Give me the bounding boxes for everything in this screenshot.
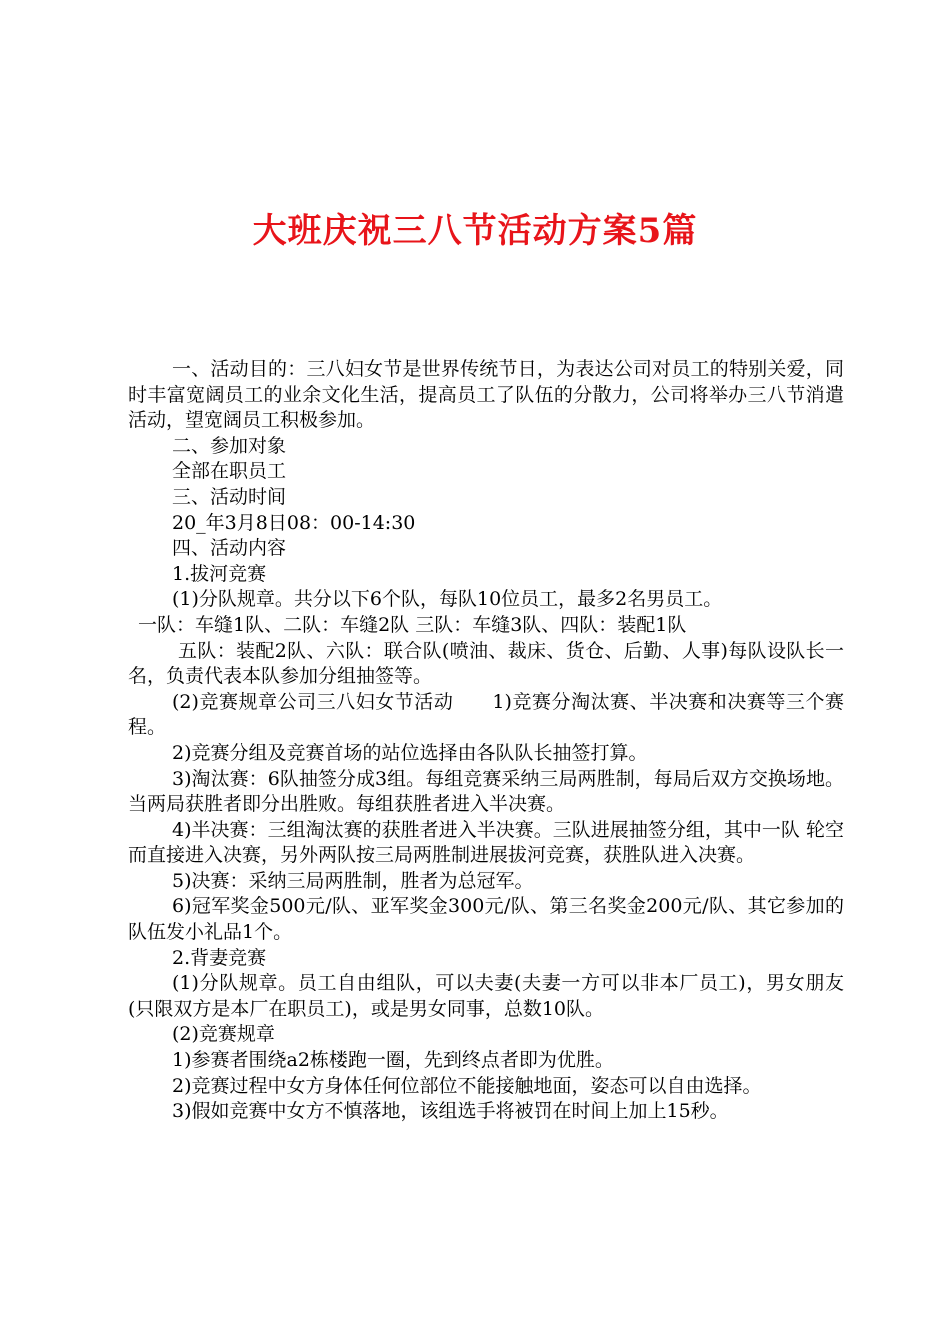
document-body	[128, 357, 844, 1125]
heading-tug-of-war: 1.拔河竞赛	[172, 562, 267, 585]
paragraph-knockout: 3)淘汰赛：6队抽签分成3组。每组竞赛采纳三局两胜制，每局后双方交换场地。当两局获胜者即分出胜败。每组获胜者进入半决赛。	[128, 767, 844, 816]
heading-wife-carrying: 2.背妻竞赛	[172, 946, 267, 969]
paragraph-teams-2: 五队：装配2队、六队：联合队(喷油、裁床、货仓、后勤、人事)每队设队长一名，负责代表本队参加分组抽签等。	[128, 639, 844, 688]
heading-wife-competition-rules: (2)竞赛规章	[172, 1023, 275, 1046]
paragraph-time: 20_年3月8日08：00-14:30	[172, 511, 416, 534]
paragraph-wife-team-rules: (1)分队规章。员工自由组队，可以夫妻(夫妻一方可以非本厂员工)，男女朋友(只限双方是本厂在职员工)，或是男女同事，总数10队。	[128, 972, 844, 1020]
paragraph-final: 5)决赛：采纳三局两胜制，胜者为总冠军。	[172, 869, 534, 892]
paragraph-team-rules: (1)分队规章。共分以下6个队，每队10位员工，最多2名男员工。	[172, 588, 723, 611]
heading-participants: 二、参加对象	[172, 434, 287, 457]
heading-time: 三、活动时间	[172, 485, 287, 508]
heading-content: 四、活动内容	[172, 537, 287, 560]
paragraph-grouping: 2)竞赛分组及竞赛首场的站位选择由各队队长抽签打算。	[172, 741, 648, 764]
paragraph-posture: 2)竞赛过程中女方身体任何位部位不能接触地面，姿态可以自由选择。	[172, 1074, 762, 1097]
paragraph-semifinal: 4)半决赛：三组淘汰赛的获胜者进入半决赛。三队进展抽签分组，其中一队 轮空而直接进入决赛，另外两队按三局两胜制进展拔河竞赛，获胜队进入决赛。	[128, 818, 844, 867]
paragraph-prizes: 6)冠军奖金500元/队、亚军奖金300元/队、第三名奖金200元/队、其它参加的队伍发小礼品1个。	[128, 895, 844, 944]
paragraph-purpose: 一、活动目的：三八妇女节是世界传统节日，为表达公司对员工的特别关爱，同时丰富宽阔员工的业余文化生活，提高员工了队伍的分散力，公司将举办三八节消遣活动，望宽阔员工积极参加。	[128, 358, 844, 432]
paragraph-route: 1)参赛者围绕a2栋楼跑一圈，先到终点者即为优胜。	[172, 1049, 614, 1072]
paragraph-competition-rules: (2)竞赛规章公司三八妇女节活动 1)竞赛分淘汰赛、半决赛和决赛等三个赛程。	[128, 690, 844, 739]
paragraph-teams-1: 一队：车缝1队、二队：车缝2队 三队：车缝3队、四队：装配1队	[138, 613, 687, 636]
paragraph-participants: 全部在职员工	[172, 460, 287, 483]
document-title: 大班庆祝三八节活动方案5篇	[252, 211, 698, 251]
paragraph-penalty: 3)假如竞赛中女方不慎落地，该组选手将被罚在时间上加上15秒。	[172, 1100, 729, 1123]
